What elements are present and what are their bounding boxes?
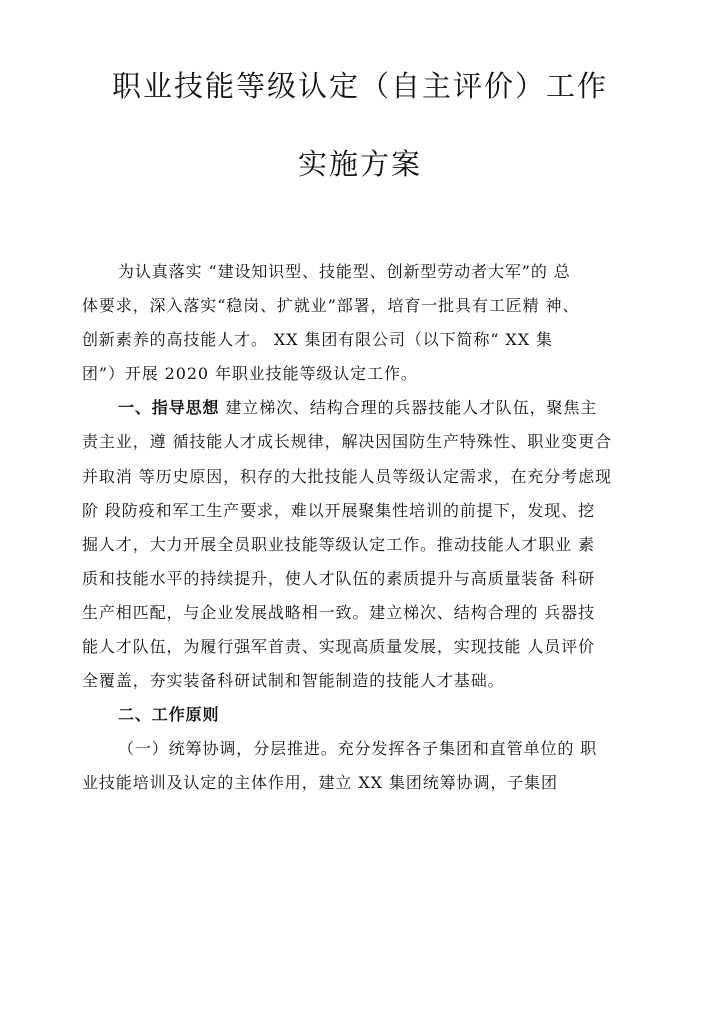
paragraph-line: 团”）开展 2020 年职业技能等级认定工作。 (82, 364, 418, 384)
paragraph-line: 创新素养的高技能人才。 XX 集团有限公司（以下简称“ XX 集 (82, 330, 553, 350)
paragraph-line: 生产相匹配，与企业发展战略相一致。建立梯次、结构合理的 兵器技 (82, 602, 595, 622)
paragraph-line: 质和技能水平的持续提升，使人才队伍的素质提升与高质量装备 科研 (82, 568, 595, 588)
paragraph-line: 阶 段防疫和军工生产要求，难以开展聚集性培训的前提下，发现、挖 (82, 500, 595, 520)
document-body (82, 255, 642, 801)
section-heading-work-principles: 二、工作原则 (118, 705, 220, 725)
paragraph-line: 业技能培训及认定的主体作用，建立 XX 集团统筹协调，子集团 (82, 773, 558, 793)
paragraph-line: 掘人才，大力开展全员职业技能等级认定工作。推动技能人才职业 素 (82, 534, 595, 554)
document-title-line-2: 实施方案 (297, 147, 422, 181)
paragraph-text: 建立梯次、结构合理的兵器技能人才队伍，聚焦主 (219, 398, 598, 418)
paragraph-line: 并取消 等历史原因，积存的大批技能人员等级认定需求，在充分考虑现 (82, 466, 612, 486)
section-heading-guiding-ideology: 一、指导思想 (118, 398, 220, 418)
paragraph-line: 体要求，深入落实“稳岗、扩就业”部署，培育一批具有工匠精 神、 (82, 296, 580, 316)
paragraph-line (82, 391, 642, 425)
paragraph-line (82, 698, 642, 732)
paragraph-line: 责主业，遵 循技能人才成长规律，解决因国防生产特殊性、职业变更合 (82, 432, 612, 452)
paragraph-line: 全覆盖，夯实装备科研试制和智能制造的技能人才基础。 (82, 671, 505, 691)
document-title-line-1: 职业技能等级认定（自主评价）工作 (111, 69, 608, 103)
paragraph-line: 能人才队伍，为履行强军首责、实现高质量发展，实现技能 人员评价 (82, 637, 595, 657)
paragraph-line: （一）统筹协调，分层推进。充分发挥各子集团和直管单位的 职 (118, 739, 598, 759)
paragraph-line: 为认真落实 “建设知识型、技能型、创新型劳动者大军”的 总 (118, 262, 571, 281)
